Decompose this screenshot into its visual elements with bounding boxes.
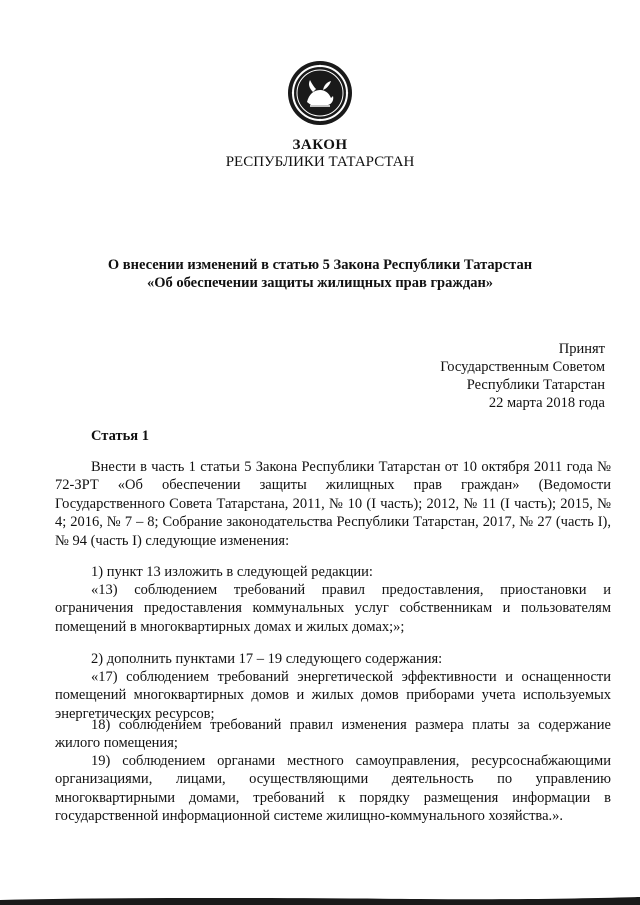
item-2-heading: 2) дополнить пунктами 17 – 19 следующего содержания: xyxy=(91,651,443,667)
adoption-line-1: Принят xyxy=(558,341,605,357)
item-1-text: «13) соблюдением требований правил предоставления, приостановки и ограничения предоставления коммунальных услуг собственникам и пользователям помещений в многоквартирных домах и жилых домах;»; xyxy=(55,582,611,635)
article-heading: Статья 1 xyxy=(91,428,149,444)
coat-of-arms-emblem-icon xyxy=(287,60,353,126)
scan-bottom-edge xyxy=(0,894,640,905)
adoption-block xyxy=(440,340,605,412)
law-subject-line-2: «Об обеспечении защиты жилищных прав граждан» xyxy=(146,275,494,291)
article-intro-paragraph: Внести в часть 1 статьи 5 Закона Республики Татарстан от 10 октября 2011 года № 72-ЗРТ «Об обеспечении защиты жилищных прав граждан» (Ведомости Государственного Совета Татарстана, 2011, № 10 (I часть); 2012, № 11 (I часть); 2015, № 4; 2016, № 7 – 8; Собрание законодательства Республики Татарстан, 2017, № 27 (часть I), № 94 (часть I) следующие изменения: xyxy=(55,459,611,549)
item-2-point-18: 18) соблюдением требований правил изменения размера платы за содержание жилого помещения; xyxy=(55,717,611,752)
adoption-date: 22 марта 2018 года xyxy=(488,395,605,411)
document-type-title: ЗАКОН xyxy=(292,137,348,153)
adoption-line-2: Государственным Советом xyxy=(440,359,605,375)
law-subject-title xyxy=(0,256,640,292)
law-subject-line-1: О внесении изменений в статью 5 Закона Республики Татарстан xyxy=(107,257,533,273)
item-2-point-19: 19) соблюдением органами местного самоуправления, ресурсоснабжающими организациями, лицами, осуществляющими деятельность по управлению многоквартирными домами, требований к порядку размещения информации в государственной информационной системе жилищно-коммунального хозяйства.». xyxy=(55,753,611,825)
item-2-point-17: «17) соблюдением требований энергетической эффективности и оснащенности помещений многоквартирных домов и жилых домов приборами учета используемых энергетических ресурсов; xyxy=(55,669,611,722)
issuing-authority: РЕСПУБЛИКИ ТАТАРСТАН xyxy=(225,154,415,170)
item-1-heading: 1) пункт 13 изложить в следующей редакции: xyxy=(91,564,373,580)
adoption-line-3: Республики Татарстан xyxy=(466,377,605,393)
